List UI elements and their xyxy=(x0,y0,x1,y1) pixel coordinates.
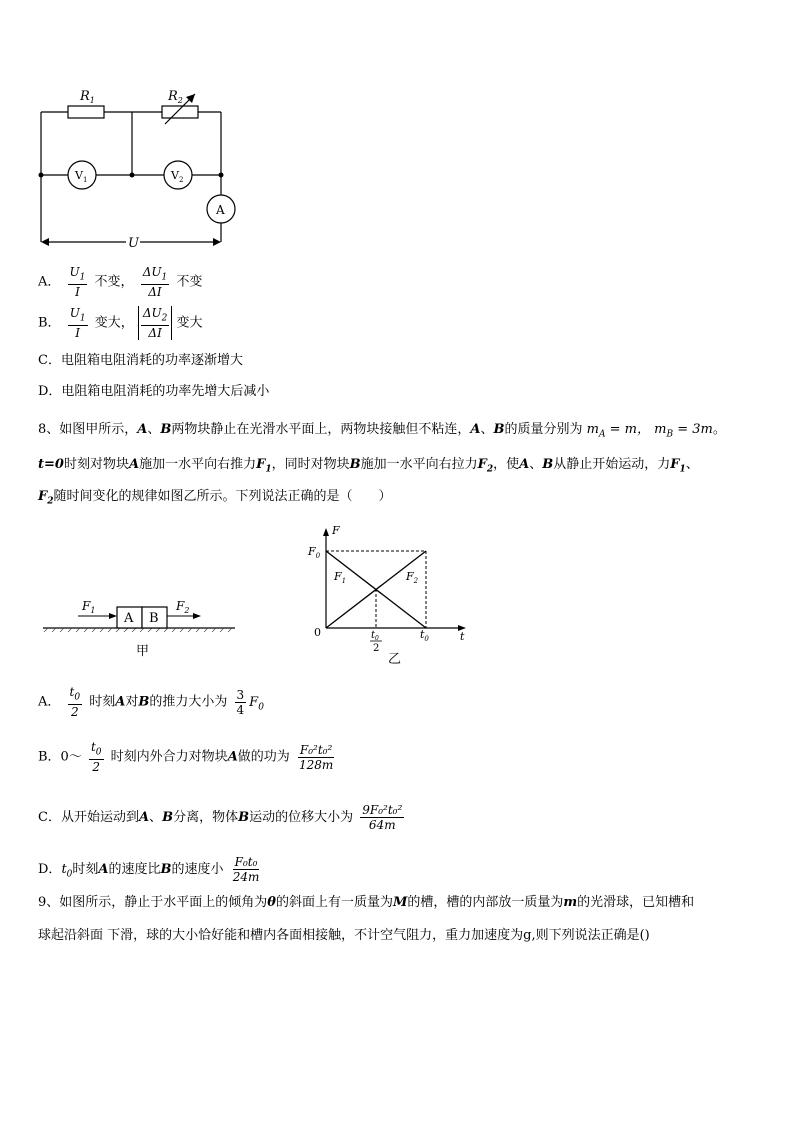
voltmeter-v1: $V_1$ xyxy=(75,169,88,184)
q7-option-b: B． $\frac{U_1}{I}$ 变大， $\frac{\Delta U_2}{\Delta I}$ 变大 xyxy=(38,306,203,341)
q7-option-d: D．电阻箱电阻消耗的功率先增大后减小 xyxy=(38,384,270,399)
block-b-label: B xyxy=(149,611,159,626)
block-a-label: A xyxy=(124,611,134,626)
f0-tick: $F_0$ xyxy=(308,545,321,560)
r1-label: $R_1$ xyxy=(80,89,95,105)
figure-yi-force-time-graph xyxy=(300,520,480,670)
f2-line-label: $F_2$ xyxy=(406,570,419,585)
figure-jia xyxy=(40,590,240,660)
q7-option-c: C．电阻箱电阻消耗的功率逐渐增大 xyxy=(38,353,243,368)
q8-stem-line1: 8、如图甲所示，A、B两物块静止在光滑水平面上，两物块接触但不粘连，A、B的质量分别为 $m_A = m$， $m_B = 3m$。 xyxy=(38,422,726,440)
t0-half-tick-den: 2 xyxy=(373,643,380,654)
q9-stem-line2: 球起沿斜面 下滑，球的大小恰好能和槽内各面相接触，不计空气阻力，重力加速度为g,则下列说法正确是() xyxy=(38,928,650,943)
f1-line-label: $F_1$ xyxy=(334,570,347,585)
figure-yi-caption: 乙 xyxy=(388,652,402,667)
q8-stem-line3: $F_2$随时间变化的规律如图乙所示。下列说法正确的是（ ） xyxy=(38,489,392,507)
voltage-u-label: U xyxy=(128,236,139,251)
circuit-diagram xyxy=(30,80,250,255)
t0-tick: $t_0$ xyxy=(420,628,429,643)
y-axis-label: F xyxy=(332,524,340,537)
ammeter-label: A xyxy=(216,203,225,217)
origin-label: 0 xyxy=(314,626,321,639)
q8-option-d: D．$t_0$时刻A的速度比B的速度小 $\frac{\text{F₀t₀}}{24m}$ xyxy=(38,855,260,884)
t0-half-tick-num: $t_0$ xyxy=(371,630,379,642)
q8-option-b: B．0～ $\frac{t_0}{2}$ 时刻内外合力对物块A做的功为 $\frac{\text{F₀²t₀²}}{128m}$ xyxy=(38,740,334,775)
figure-jia-caption: 甲 xyxy=(136,644,150,659)
r2-label: $R_2$ xyxy=(168,89,183,105)
q8-option-a: A． $\frac{t_0}{2}$ 时刻A对B的推力大小为 $\frac{3}{4}$ $F_0$ xyxy=(38,685,264,720)
voltmeter-v2: $V_2$ xyxy=(171,169,184,184)
q7-option-a: A． $\frac{U_1}{I}$ 不变， $\frac{\Delta U_1}{\Delta I}$ 不变 xyxy=(38,265,203,300)
q8-stem-line2: t=0时刻对物块A施加一水平向右推力$F_1$，同时对物块B施加一水平向右拉力$F_2$，使A、B从静止开始运动，力$F_1$、 xyxy=(38,457,699,475)
x-axis-label: t xyxy=(460,630,465,643)
q9-stem-line1: 9、如图所示，静止于水平面上的倾角为θ的斜面上有一质量为M的槽，槽的内部放一质量为m的光滑球，已知槽和 xyxy=(38,895,695,910)
f2-arrow-label: $F_2$ xyxy=(176,599,190,615)
q8-option-c: C．从开始运动到A、B分离，物体B运动的位移大小为 $\frac{\text{9F₀²t₀²}}{64m}$ xyxy=(38,803,403,832)
f1-arrow-label: $F_1$ xyxy=(82,599,96,615)
